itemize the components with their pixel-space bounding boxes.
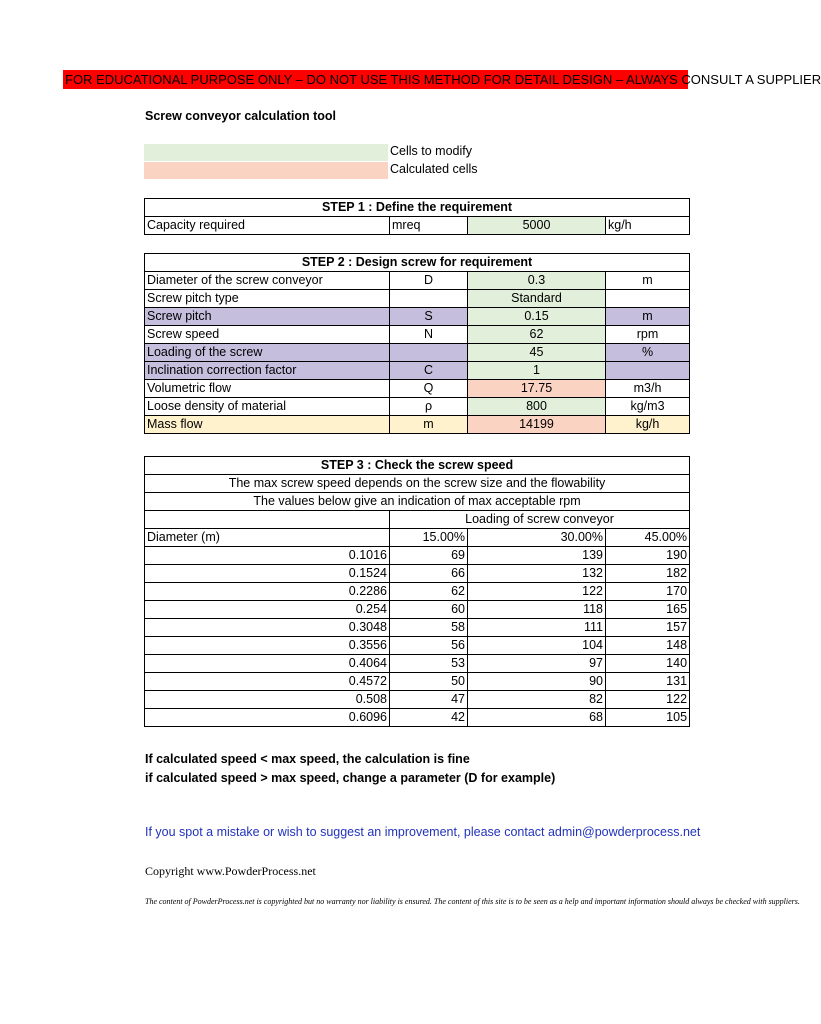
- row-rpm-15: 66: [390, 565, 468, 583]
- loading-unit: %: [606, 344, 690, 362]
- capacity-unit: kg/h: [606, 217, 690, 235]
- table-row: [145, 655, 690, 673]
- row-rpm-15: 58: [390, 619, 468, 637]
- loading-45-header: 45.00%: [606, 529, 690, 547]
- page-title: Screw conveyor calculation tool: [145, 109, 337, 123]
- density-input[interactable]: 800: [468, 398, 606, 416]
- row-diameter: 0.3556: [145, 637, 390, 655]
- row-diameter: 0.4064: [145, 655, 390, 673]
- table-row: [145, 583, 690, 601]
- row-diameter: 0.6096: [145, 709, 390, 727]
- speed-input[interactable]: 62: [468, 326, 606, 344]
- inclination-unit: [606, 362, 690, 380]
- row-diameter: 0.2286: [145, 583, 390, 601]
- table-row: [145, 547, 690, 565]
- row-diameter: 0.3048: [145, 619, 390, 637]
- row-rpm-45: 190: [606, 547, 690, 565]
- note-speed-fine: If calculated speed < max speed, the calculation is fine: [145, 752, 470, 766]
- row-diameter: 0.254: [145, 601, 390, 619]
- pitch-symbol: S: [390, 308, 468, 326]
- row-rpm-30: 111: [468, 619, 606, 637]
- step2-table: [144, 253, 690, 434]
- row-rpm-45: 140: [606, 655, 690, 673]
- legend-modify-label: Cells to modify: [390, 144, 472, 158]
- row-rpm-30: 132: [468, 565, 606, 583]
- table-row: [145, 217, 690, 235]
- table-row: [145, 362, 690, 380]
- pitch-type-label: Screw pitch type: [145, 290, 390, 308]
- table-row: [145, 344, 690, 362]
- table-row: [145, 416, 690, 434]
- row-rpm-45: 105: [606, 709, 690, 727]
- step1-header: STEP 1 : Define the requirement: [145, 199, 690, 217]
- mass-flow-value: 14199: [468, 416, 606, 434]
- legend-modify-swatch: [144, 144, 388, 161]
- row-rpm-45: 122: [606, 691, 690, 709]
- step3-table: [144, 456, 690, 727]
- density-symbol: ρ: [390, 398, 468, 416]
- volumetric-flow-unit: m3/h: [606, 380, 690, 398]
- diameter-unit: m: [606, 272, 690, 290]
- legal-disclaimer: The content of PowderProcess.net is copyrighted but no warranty nor liability is ensured. The content of this site is to be seen as a help and important information should always be checked with suppliers.: [145, 897, 800, 906]
- volumetric-flow-value: 17.75: [468, 380, 606, 398]
- table-row: [145, 673, 690, 691]
- row-rpm-15: 47: [390, 691, 468, 709]
- row-rpm-15: 53: [390, 655, 468, 673]
- loading-30-header: 30.00%: [468, 529, 606, 547]
- mass-flow-symbol: m: [390, 416, 468, 434]
- table-row: [145, 601, 690, 619]
- diameter-input[interactable]: 0.3: [468, 272, 606, 290]
- row-rpm-30: 139: [468, 547, 606, 565]
- row-rpm-15: 69: [390, 547, 468, 565]
- row-diameter: 0.1524: [145, 565, 390, 583]
- legend-calculated-label: Calculated cells: [390, 162, 478, 176]
- loading-value[interactable]: 45: [468, 344, 606, 362]
- empty-cell: [145, 511, 390, 529]
- row-rpm-15: 60: [390, 601, 468, 619]
- capacity-input[interactable]: 5000: [468, 217, 606, 235]
- copyright-text: Copyright www.PowderProcess.net: [145, 864, 316, 878]
- inclination-symbol: C: [390, 362, 468, 380]
- loading-symbol: [390, 344, 468, 362]
- density-unit: kg/m3: [606, 398, 690, 416]
- row-diameter: 0.4572: [145, 673, 390, 691]
- volumetric-flow-label: Volumetric flow: [145, 380, 390, 398]
- speed-unit: rpm: [606, 326, 690, 344]
- row-diameter: 0.508: [145, 691, 390, 709]
- row-rpm-30: 122: [468, 583, 606, 601]
- row-rpm-30: 68: [468, 709, 606, 727]
- capacity-label: Capacity required: [145, 217, 390, 235]
- loading-15-header: 15.00%: [390, 529, 468, 547]
- step3-header: STEP 3 : Check the screw speed: [145, 457, 690, 475]
- table-row: [145, 709, 690, 727]
- table-row: [145, 619, 690, 637]
- speed-label: Screw speed: [145, 326, 390, 344]
- speed-symbol: N: [390, 326, 468, 344]
- mass-flow-unit: kg/h: [606, 416, 690, 434]
- note-speed-change: if calculated speed > max speed, change a parameter (D for example): [145, 771, 556, 785]
- row-rpm-15: 56: [390, 637, 468, 655]
- volumetric-flow-symbol: Q: [390, 380, 468, 398]
- table-row: [145, 326, 690, 344]
- row-rpm-30: 90: [468, 673, 606, 691]
- loading-label: Loading of the screw: [145, 344, 390, 362]
- row-rpm-15: 50: [390, 673, 468, 691]
- legend-calculated-swatch: [144, 162, 388, 179]
- table-row: [145, 398, 690, 416]
- table-row: [145, 380, 690, 398]
- diameter-label: Diameter of the screw conveyor: [145, 272, 390, 290]
- mass-flow-label: Mass flow: [145, 416, 390, 434]
- table-row: [145, 691, 690, 709]
- loading-header: Loading of screw conveyor: [390, 511, 690, 529]
- pitch-unit: m: [606, 308, 690, 326]
- pitch-label: Screw pitch: [145, 308, 390, 326]
- row-rpm-15: 42: [390, 709, 468, 727]
- step3-line1: The max screw speed depends on the screw size and the flowability: [145, 475, 690, 493]
- row-rpm-45: 165: [606, 601, 690, 619]
- pitch-value[interactable]: 0.15: [468, 308, 606, 326]
- diameter-column-header: Diameter (m): [145, 529, 390, 547]
- row-rpm-30: 97: [468, 655, 606, 673]
- row-rpm-45: 182: [606, 565, 690, 583]
- row-diameter: 0.1016: [145, 547, 390, 565]
- step2-header: STEP 2 : Design screw for requirement: [145, 254, 690, 272]
- inclination-value[interactable]: 1: [468, 362, 606, 380]
- table-row: [145, 637, 690, 655]
- density-label: Loose density of material: [145, 398, 390, 416]
- inclination-label: Inclination correction factor: [145, 362, 390, 380]
- row-rpm-45: 148: [606, 637, 690, 655]
- row-rpm-30: 104: [468, 637, 606, 655]
- step3-line2: The values below give an indication of max acceptable rpm: [145, 493, 690, 511]
- table-row: [145, 308, 690, 326]
- diameter-symbol: D: [390, 272, 468, 290]
- disclaimer-banner: FOR EDUCATIONAL PURPOSE ONLY – DO NOT USE THIS METHOD FOR DETAIL DESIGN – ALWAYS CONSULT A SUPPLIER: [65, 72, 821, 87]
- row-rpm-30: 82: [468, 691, 606, 709]
- row-rpm-45: 170: [606, 583, 690, 601]
- pitch-type-input[interactable]: Standard: [468, 290, 606, 308]
- row-rpm-45: 131: [606, 673, 690, 691]
- capacity-symbol: mreq: [390, 217, 468, 235]
- contact-text: If you spot a mistake or wish to suggest an improvement, please contact admin@powderprocess.net: [145, 825, 701, 839]
- table-row: [145, 565, 690, 583]
- step1-table: [144, 198, 690, 235]
- row-rpm-30: 118: [468, 601, 606, 619]
- table-row: [145, 290, 690, 308]
- pitch-type-unit: [606, 290, 690, 308]
- pitch-type-symbol: [390, 290, 468, 308]
- table-row: [145, 272, 690, 290]
- row-rpm-15: 62: [390, 583, 468, 601]
- row-rpm-45: 157: [606, 619, 690, 637]
